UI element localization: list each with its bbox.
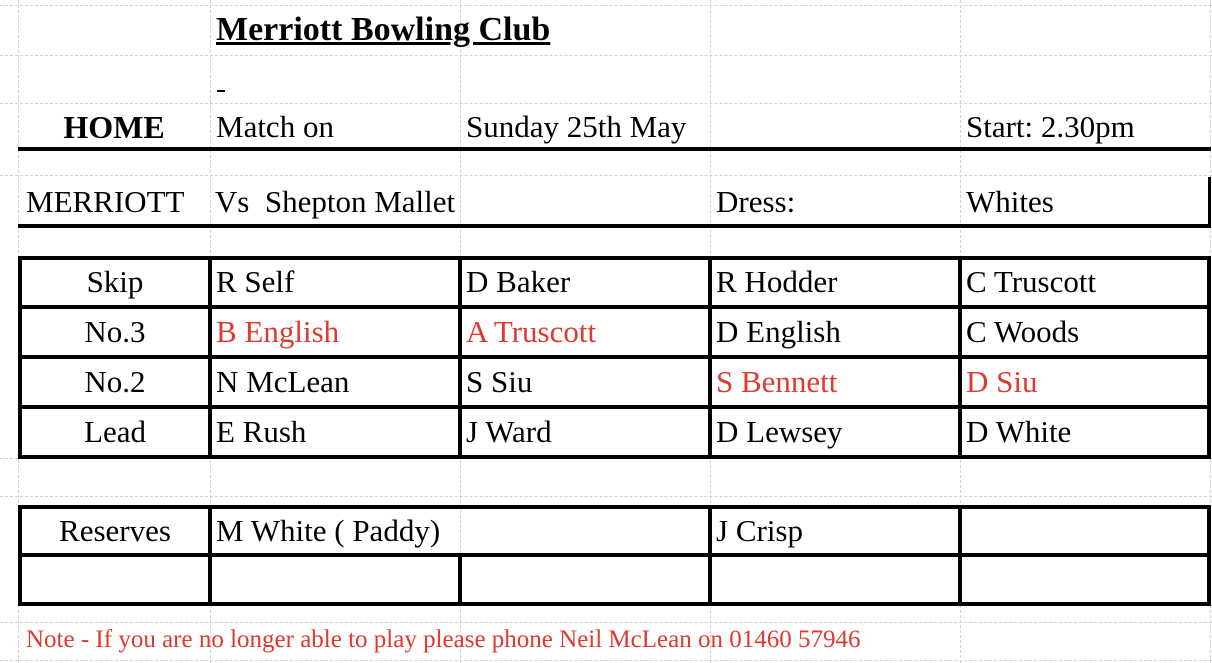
start-time: Start: 2.30pm <box>966 109 1135 144</box>
gridline <box>0 5 1212 6</box>
contact-note: Note - If you are no longer able to play please phone Neil McLean on 01460 57946 <box>26 626 861 653</box>
match-date: Sunday 25th May <box>466 109 687 144</box>
player-cell-highlighted: S Bennett <box>716 364 838 399</box>
vs-label: Vs <box>214 184 250 219</box>
reserves-border <box>458 555 462 606</box>
fixture-right-border <box>1208 177 1211 227</box>
player-cell: D English <box>716 314 841 349</box>
player-cell: D Lewsey <box>716 414 843 449</box>
reserves-border <box>1207 505 1211 606</box>
reserves-border <box>18 505 1211 509</box>
venue-label: HOME <box>63 109 165 145</box>
position-label: No.3 <box>84 314 146 349</box>
home-team: MERRIOTT <box>26 184 185 219</box>
player-cell: E Rush <box>216 414 307 449</box>
table-border <box>18 305 1211 309</box>
gridline <box>0 103 1212 104</box>
reserve-name: J Crisp <box>716 513 803 548</box>
dress-value: Whites <box>966 184 1054 219</box>
table-border <box>1207 256 1211 459</box>
player-cell: J Ward <box>466 414 552 449</box>
reserves-border <box>958 505 962 606</box>
gridline <box>0 55 1212 56</box>
dress-label: Dress: <box>716 184 796 219</box>
away-team: Shepton Mallet <box>264 184 456 219</box>
player-cell-highlighted: D Siu <box>966 364 1038 399</box>
player-cell: N McLean <box>216 364 350 399</box>
player-cell-highlighted: B English <box>216 314 340 349</box>
reserves-border <box>18 553 1211 557</box>
header-rule <box>18 147 1211 151</box>
table-border <box>18 405 1211 409</box>
fixture-line <box>26 186 455 217</box>
reserves-border <box>18 602 1211 606</box>
underscore-mark <box>217 90 225 92</box>
table-border <box>18 455 1211 459</box>
player-cell-highlighted: A Truscott <box>466 314 597 349</box>
reserves-label: Reserves <box>59 513 171 548</box>
position-label: Skip <box>86 264 144 299</box>
club-title: Merriott Bowling Club <box>216 11 551 48</box>
gridline <box>0 496 1212 497</box>
position-label: Lead <box>84 414 146 449</box>
player-cell: R Self <box>216 264 295 299</box>
player-cell: R Hodder <box>716 264 838 299</box>
gridline <box>0 622 1212 623</box>
player-cell: D Baker <box>466 264 571 299</box>
position-label: No.2 <box>84 364 146 399</box>
table-border <box>18 256 1211 260</box>
fixture-rule <box>18 224 1211 228</box>
gridline <box>0 660 1212 661</box>
reserve-name: M White ( Paddy) <box>216 513 441 548</box>
player-cell: D White <box>966 414 1072 449</box>
player-cell: C Woods <box>966 314 1080 349</box>
match-on-label: Match on <box>216 109 334 144</box>
gridline <box>0 175 1212 176</box>
table-border <box>18 355 1211 359</box>
player-cell: C Truscott <box>966 264 1097 299</box>
player-cell: S Siu <box>466 364 533 399</box>
